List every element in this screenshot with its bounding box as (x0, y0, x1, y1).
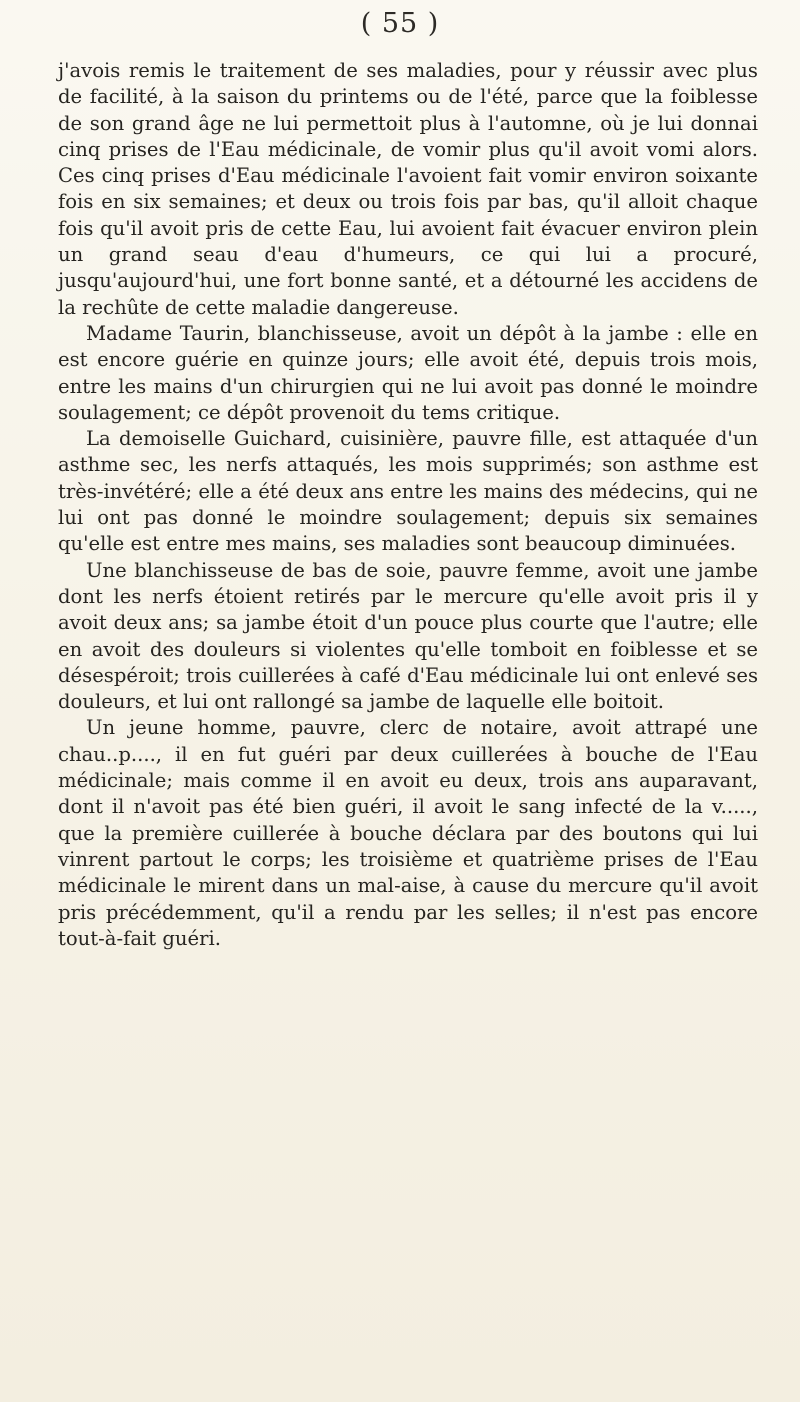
body-text (58, 58, 758, 952)
paragraph-blanchisseuse-bas-de-soie: Une blanchisseuse de bas de soie, pauvre femme, avoit une jambe dont les nerfs étoient retirés par le mercure qu'elle avoit pris il y avoit deux ans; sa jambe étoit d'un pouce plus courte que l'autre; elle en avoit des douleurs si violentes qu'elle tomboit en foiblesse et se désespéroit; trois cuillerées à café d'Eau médicinale lui ont enlevé ses douleurs, et lui ont rallongé sa jambe de laquelle elle boitoit. (58, 558, 758, 714)
paragraph-jeune-homme-clerc: Un jeune homme, pauvre, clerc de notaire, avoit attrapé une chau..p...., il en fut guéri par deux cuillerées à bouche de l'Eau médicinale; mais comme il en avoit eu deux, trois ans auparavant, dont il n'avoit pas été bien guéri, il avoit le sang infecté de la v....., que la première cuillerée à bouche déclara par des boutons qui lui vinrent partout le corps; les troisième et quatrième prises de l'Eau médicinale le mirent dans un mal-aise, à cause du mercure qu'il avoit pris précédemment, qu'il a rendu par les selles; il n'est pas encore tout-à-fait guéri. (58, 716, 758, 950)
paragraph-madame-taurin: Madame Taurin, blanchisseuse, avoit un dépôt à la jambe : elle en est encore guérie en quinze jours; elle avoit été, depuis trois mois, entre les mains d'un chirurgien qui ne lui avoit pas donné le moindre soulagement; ce dépôt provenoit du tems critique. (58, 321, 758, 424)
page-number: ( 55 ) (360, 8, 440, 39)
paragraph-demoiselle-guichard: La demoiselle Guichard, cuisinière, pauvre fille, est attaquée d'un asthme sec, les nerfs attaqués, les mois supprimés; son asthme est très-invétéré; elle a été deux ans entre les mains des médecins, qui ne lui ont pas donné le moindre soulagement; depuis six semaines qu'elle est entre mes mains, ses maladies sont beaucoup diminuées. (58, 427, 758, 556)
paragraph-continuation: j'avois remis le traitement de ses maladies, pour y réussir avec plus de facilité, à la saison du printems ou de l'été, parce que la foiblesse de son grand âge ne lui permettoit plus à l'automne, où je lui donnai cinq prises de l'Eau médicinale, de vomir plus qu'il avoit vomi alors. Ces cinq prises d'Eau médicinale l'avoient fait vomir environ soixante fois en six semaines; et deux ou trois fois par bas, qu'il alloit chaque fois qu'il avoit pris de cette Eau, lui avoient fait évacuer environ plein un grand seau d'eau d'humeurs, ce qui lui a procuré, jusqu'aujourd'hui, une fort bonne santé, et a détourné les accidens de la rechûte de cette maladie dangereuse. (58, 59, 758, 319)
